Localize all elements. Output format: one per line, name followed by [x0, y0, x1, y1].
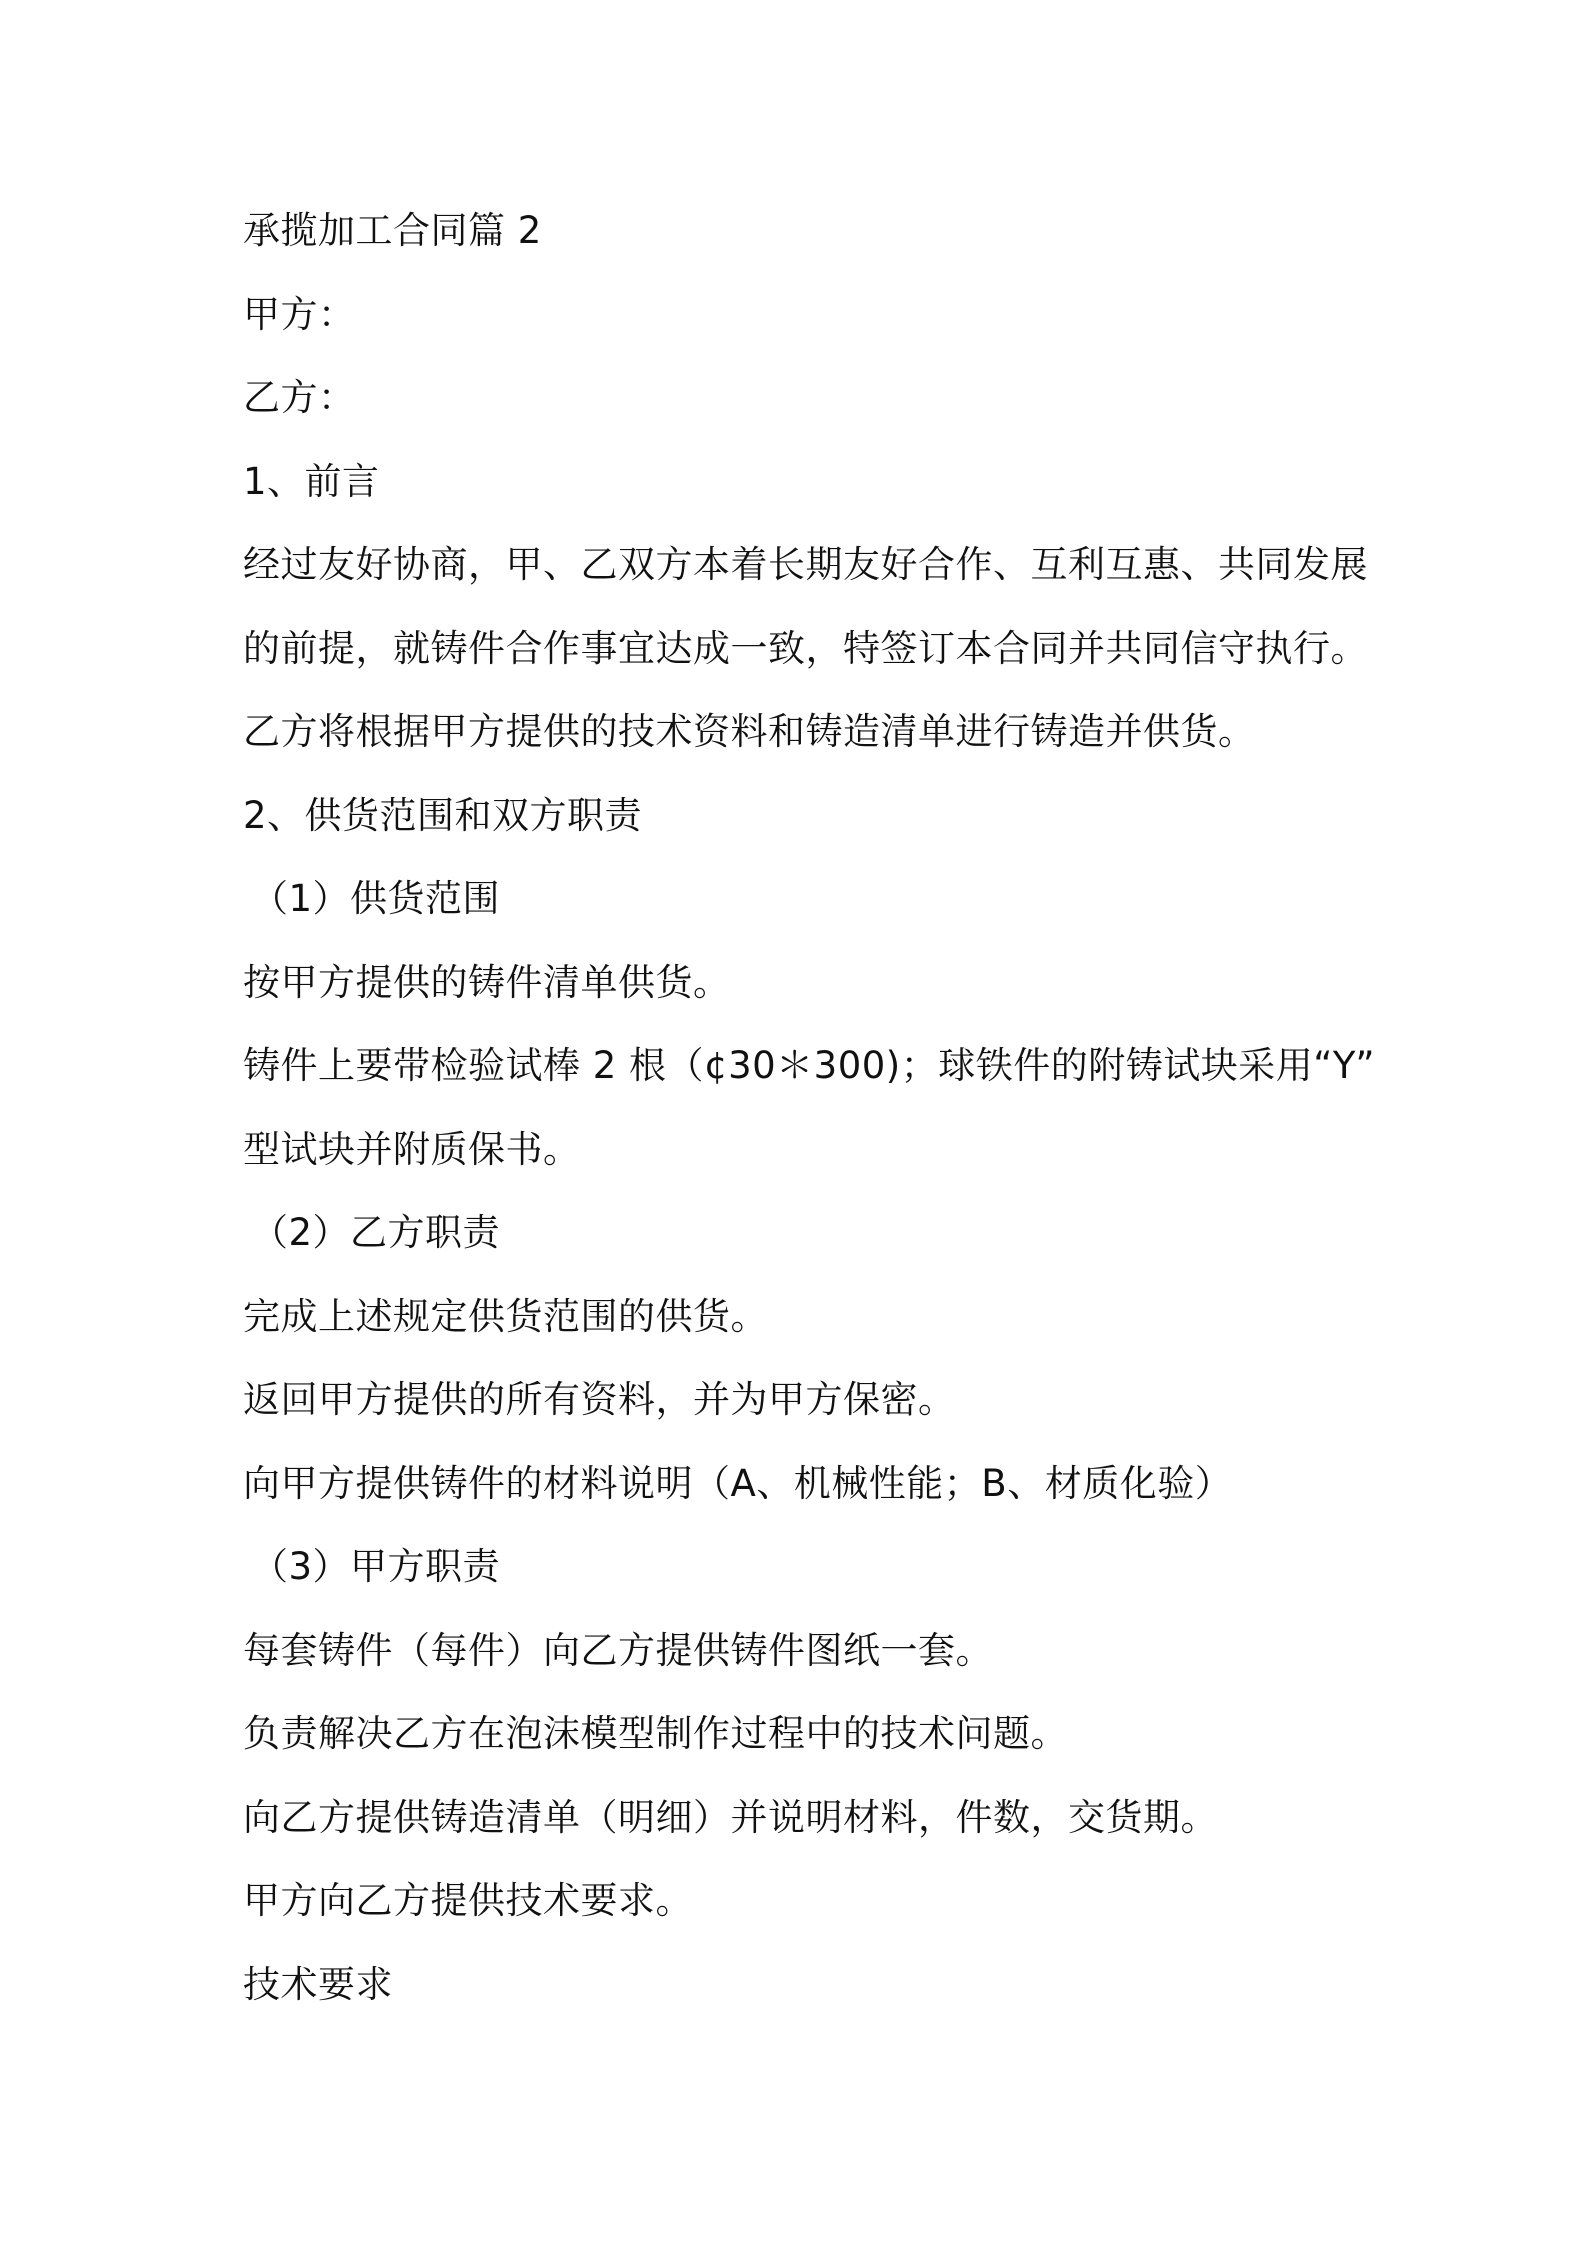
subheading-party-b-duties: （2）乙方职责: [251, 1211, 501, 1254]
paragraph-line: 完成上述规定供货范围的供货。: [243, 1294, 768, 1338]
paragraph-line: 返回甲方提供的所有资料，并为甲方保密。: [243, 1378, 956, 1421]
paragraph-line: 向甲方提供铸件的材料说明（A、机械性能；B、材质化验）: [243, 1461, 1233, 1505]
paragraph-line: 乙方将根据甲方提供的技术资料和铸造清单进行铸造并供货。: [243, 710, 1256, 753]
section-heading-technical-requirements: 技术要求: [243, 1962, 393, 2006]
paragraph-line: 甲方向乙方提供技术要求。: [243, 1879, 693, 1922]
document-title: 承揽加工合同篇 2: [243, 209, 542, 252]
paragraph-line: 的前提，就铸件合作事宜达成一致，特签订本合同并共同信守执行。: [243, 626, 1368, 670]
paragraph-line: 按甲方提供的铸件清单供货。: [243, 960, 731, 1004]
paragraph-line: 每套铸件（每件）向乙方提供铸件图纸一套。: [243, 1628, 993, 1672]
subheading-supply-scope: （1）供货范围: [251, 877, 501, 920]
paragraph-line: 向乙方提供铸造清单（明细）并说明材料，件数，交货期。: [243, 1795, 1218, 1839]
party-b-label: 乙方：: [243, 376, 356, 419]
paragraph-line: 型试块并附质保书。: [243, 1127, 581, 1171]
section-heading-preface: 1、前言: [243, 459, 380, 503]
paragraph-line: 负责解决乙方在泡沫模型制作过程中的技术问题。: [243, 1712, 1068, 1755]
document-body: [243, 200, 1393, 2037]
paragraph-line: 经过友好协商，甲、乙双方本着长期友好合作、互利互惠、共同发展: [243, 543, 1368, 586]
subheading-party-a-duties: （3）甲方职责: [251, 1545, 501, 1588]
paragraph-line: 铸件上要带检验试棒 2 根（¢30＊300)；球铁件的附铸试块采用“Y”: [243, 1044, 1376, 1087]
section-heading-scope: 2、供货范围和双方职责: [243, 793, 643, 837]
party-a-label: 甲方：: [243, 292, 356, 336]
